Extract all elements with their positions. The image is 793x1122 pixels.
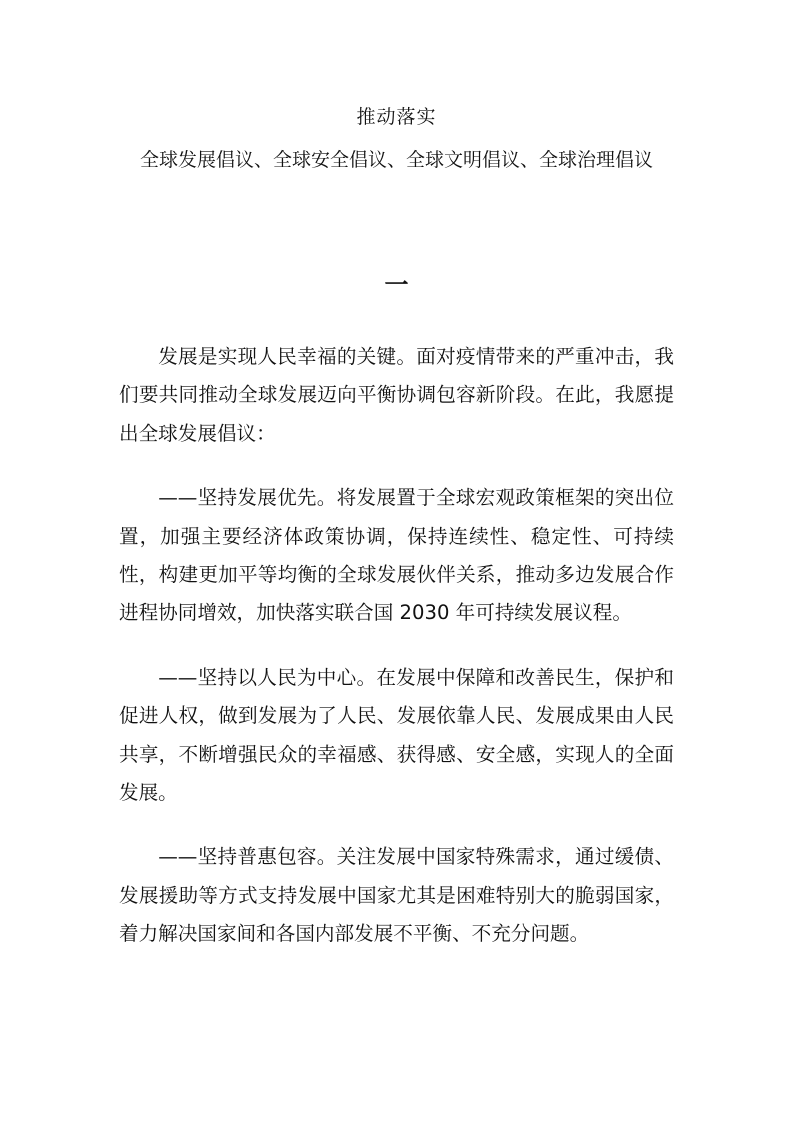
paragraph-development-priority: ——坚持发展优先。将发展置于全球宏观政策框架的突出位置，加强主要经济体政策协调，保持连续性、稳定性、可持续性，构建更加平等均衡的全球发展伙伴关系，推动多边发展合作进程协同增效，加快落实联合国 2030 年可持续发展议程。 (119, 486, 674, 625)
document-title-line-1: 推动落实 (356, 106, 437, 128)
paragraph-inclusiveness: ——坚持普惠包容。关注发展中国家特殊需求，通过缓债、发展援助等方式支持发展中国家尤其是困难特别大的脆弱国家，着力解决国家间和各国内部发展不平衡、不充分问题。 (119, 845, 674, 946)
document-body (119, 338, 674, 980)
paragraph-people-centered: ——坚持以人民为中心。在发展中保障和改善民生，保护和促进人权，做到发展为了人民、发展依靠人民、发展成果由人民共享，不断增强民众的幸福感、获得感、安全感，实现人的全面发展。 (119, 665, 674, 805)
document-title-line-2: 全球发展倡议、全球安全倡议、全球文明倡议、全球治理倡议 (139, 149, 653, 171)
paragraph-intro: 发展是实现人民幸福的关键。面对疫情带来的严重冲击，我们要共同推动全球发展迈向平衡协调包容新阶段。在此，我愿提出全球发展倡议： (119, 345, 674, 445)
section-number: 一 (384, 271, 409, 299)
